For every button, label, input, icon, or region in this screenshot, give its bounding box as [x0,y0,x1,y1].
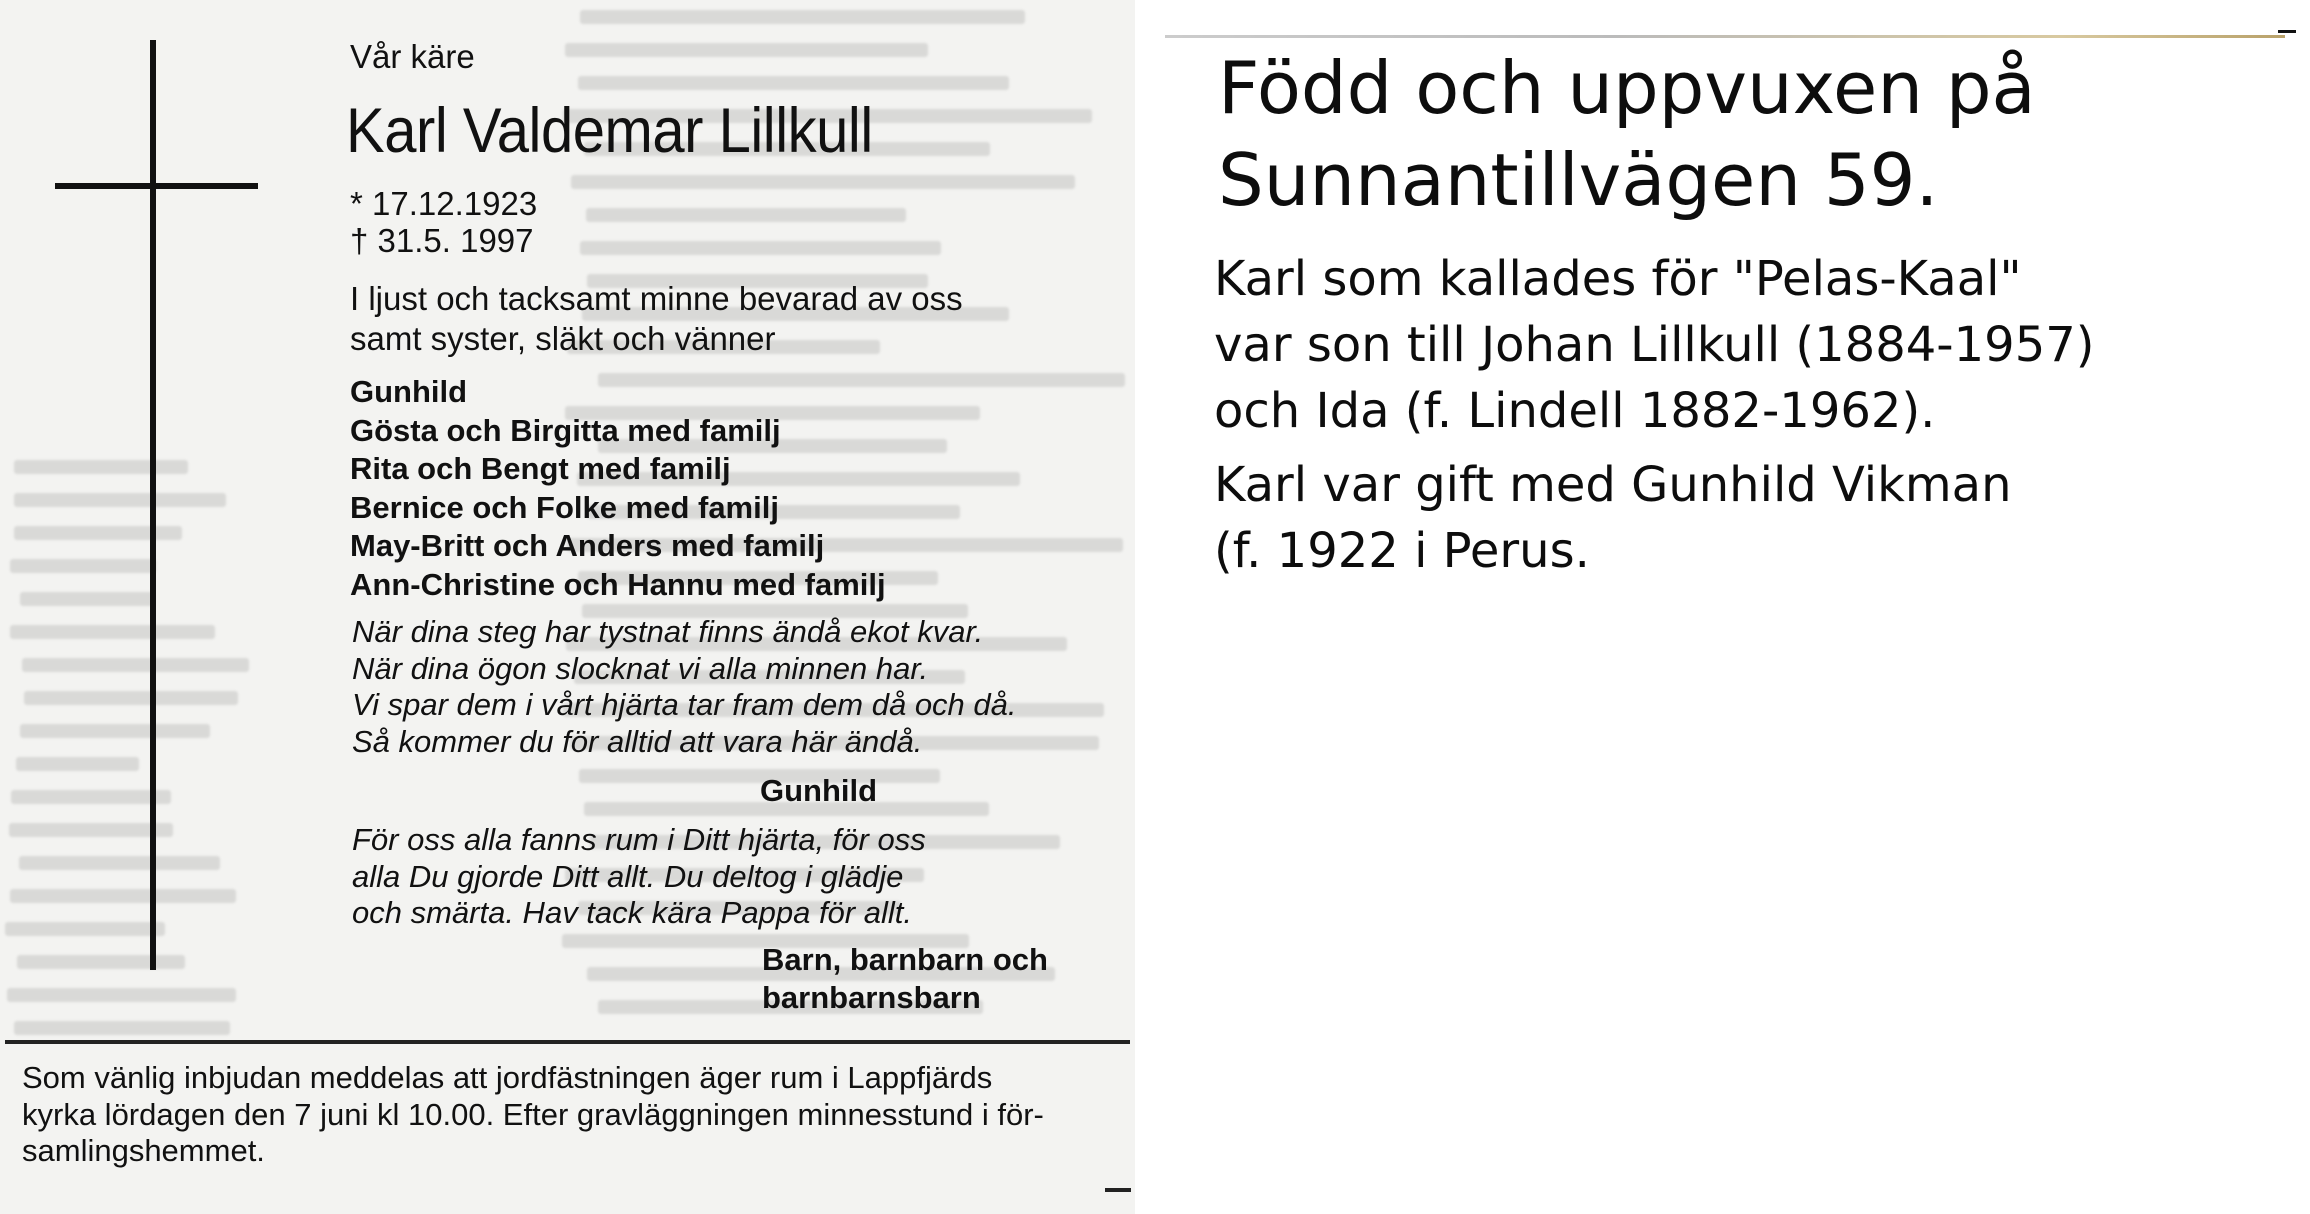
corner-mark [1105,1188,1131,1192]
poem-line: För oss alla fanns rum i Ditt hjärta, för oss [352,822,926,857]
mourner-line: May-Britt och Anders med familj [350,528,825,563]
notice-line: kyrka lördagen den 7 juni kl 10.00. Efter gravläggningen minnesstund i för- [22,1096,1044,1132]
mourner-line: Gösta och Birgitta med familj [350,412,781,448]
signature-line: Barn, barnbarn och [762,942,1048,977]
mourner-line: Gunhild [350,374,468,409]
memory-line: I ljust och tacksamt minne bevarad av oss [350,280,963,317]
divider-rule [5,1040,1130,1044]
mourner-line: Ann-Christine och Hannu med familj [350,566,886,602]
poem-line: När dina ögon slocknat vi alla minnen har. [352,650,929,686]
caption-rule-end-mark [2278,30,2296,33]
caption-paragraph-spouse [1214,452,2012,584]
mourner-line: Rita och Bengt med familj [350,451,731,486]
caption-line: och Ida (f. Lindell 1882-1962). [1214,383,1936,439]
poem-2-signature [762,941,1048,1017]
caption-line: Karl var gift med Gunhild Vikman [1214,457,2012,513]
death-date: † 31.5. 1997 [350,222,534,259]
poem-2 [352,822,926,932]
signature-line: barnbarnsbarn [762,980,981,1015]
caption-line: var son till Johan Lillkull (1884-1957) [1214,317,2095,373]
funeral-notice [22,1060,1127,1170]
caption-line: (f. 1922 i Perus. [1214,523,1590,579]
poem-1 [352,614,1017,760]
notice-line: samlingshemmet. [22,1133,265,1168]
poem-line: Vi spar dem i vårt hjärta tar fram dem då och då. [352,687,1017,722]
cross-icon-vertical [150,40,156,970]
caption-paragraph-parents [1214,246,2095,444]
memory-line: samt syster, släkt och vänner [350,320,776,357]
poem-line: När dina steg har tystnat finns ändå ekot kvar. [352,614,984,649]
obituary-intro: Vår käre [350,38,475,75]
heading-line: Sunnantillvägen 59. [1218,138,1939,222]
obituary-clipping [0,0,1135,1214]
poem-1-signature: Gunhild [760,773,878,808]
mourner-line: Bernice och Folke med familj [350,489,779,525]
deceased-name: Karl Valdemar Lillkull [346,96,873,166]
mourners-list [350,373,886,604]
cross-icon-horizontal [55,183,258,189]
poem-line: och smärta. Hav tack kära Pappa för allt. [352,895,912,930]
memory-text [350,279,963,359]
notice-line: Som vänlig inbjudan meddelas att jordfästningen äger rum i Lappfjärds [22,1060,993,1095]
poem-line: Så kommer du för alltid att vara här ändå. [352,723,923,759]
caption-top-rule [1165,35,2285,38]
caption-line: Karl som kallades för "Pelas-Kaal" [1214,251,2022,307]
heading-line: Född och uppvuxen på [1218,46,2036,130]
caption-heading [1218,42,2036,226]
birth-date: * 17.12.1923 [350,185,538,222]
poem-line: alla Du gjorde Ditt allt. Du deltog i glädje [352,858,904,894]
